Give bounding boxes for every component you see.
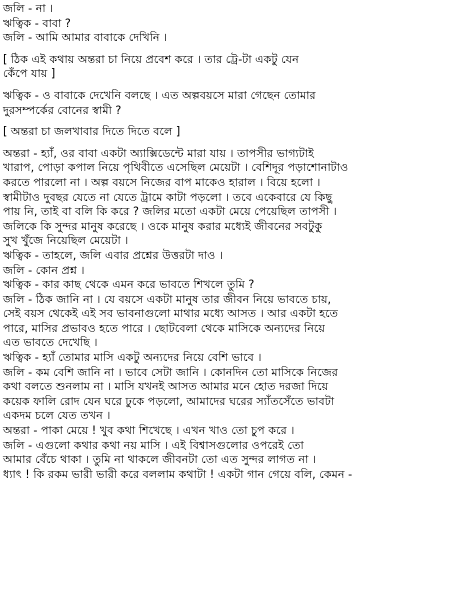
- dialogue-line: ঋত্বিক - হ্যাঁ তোমার মাসি একটু অন্যদের নিয়ে বেশি ভাবে ।: [3, 351, 262, 365]
- dialogue-line: জলি - এগুলো কথার কথা নয় মাসি । এই বিশ্বাসগুলোর ওপরেই তো: [3, 438, 304, 452]
- dialogue-line: পায় নি, তাই বা বলি কি করে ? জলির মতো একটা মেয়ে পেয়েছিল তাপসী ।: [3, 205, 337, 219]
- dialogue-line: পারে, মাসির প্রভাবও হতে পারে । ছোটবেলা থেকে মাসিকে অন্যদের নিয়ে: [3, 321, 325, 335]
- stage-direction-line: কেঁপে যায় ]: [3, 67, 56, 81]
- script-page: [3, 2, 455, 482]
- paragraph-gap: [3, 140, 455, 147]
- dialogue-line: কয়েক ফালি রোদ যেন ঘরে ঢুকে পড়লো, আমাদের ঘরের স্যাঁতসেঁতে ভাবটা: [3, 394, 335, 408]
- dialogue-line: সেই বয়স থেকেই এই সব ভাবনাগুলো মাথার মধ্যে আসত । আর একটা হতে: [3, 307, 339, 321]
- dialogue-line: ধ্যাৎ ! কি রকম ভারী ভারী করে বললাম কথাটা ! একটা গান গেয়ে বলি, কেমন -: [3, 467, 353, 481]
- dialogue-line: খারাপ, পোড়া কপাল নিয়ে পৃথিবীতে এসেছিল মেয়েটা । বেশিদূর পড়াশোনাটাও: [3, 161, 349, 175]
- dialogue-line: দুরসম্পর্কের বোনের স্বামী ?: [3, 103, 122, 117]
- dialogue-line: ঋত্বিক - ও বাবাকে দেখেনি বলছে । এত অল্পবয়সে মারা গেছেন তোমার: [3, 88, 316, 102]
- stage-direction-line: [ অন্তরা চা জলখাবার দিতে দিতে বলে ]: [3, 125, 181, 139]
- paragraph-gap: [3, 82, 455, 89]
- dialogue-line: জলি - কম বেশি জানি না । ভাবে সেটা জানি । কোনদিন তো মাসিকে নিজের: [3, 365, 338, 379]
- dialogue-line: জলি - না ।: [3, 2, 54, 15]
- dialogue-line: একদম চলে যেত তখন ।: [3, 409, 111, 423]
- dialogue-line: স্বামীটাও দুবছর যেতে না যেতে ট্রামে কাটা পড়লো । তবে একেবারে যে কিছু: [3, 190, 333, 204]
- dialogue-line: আমার বেঁচে থাকা । তুমি না থাকলে জীবনটা তো এত সুন্দর লাগত না ।: [3, 453, 316, 467]
- dialogue-line: জলি - ঠিক জানি না । যে বয়সে একটা মানুষ তার জীবন নিয়ে ভাবতে চায়,: [3, 292, 332, 306]
- dialogue-line: জলি - কোন প্রশ্ন ।: [3, 263, 85, 277]
- dialogue-line: জলিকে কি সুন্দর মানুষ করেছে । ওকে মানুষ করার মধ্যেই জীবনের সবটুকু: [3, 219, 323, 233]
- dialogue-line: অন্তরা - হ্যাঁ, ওর বাবা একটা অ্যাক্সিডেন্টে মারা যায় । তাপসীর ভাগ্যটাই: [3, 146, 314, 160]
- dialogue-line: ঋত্বিক - কার কাছ থেকে এমন করে ভাবতে শিখলে তুমি ?: [3, 278, 255, 292]
- dialogue-line: ঋত্বিক - বাবা ?: [3, 16, 71, 30]
- paragraph-gap: [3, 46, 455, 53]
- dialogue-line: করতে পারলো না । অল্প বয়সে নিজের বাপ মাকেও হারাল । বিয়ে হলো ।: [3, 175, 321, 189]
- dialogue-line: কথা বলতে শুনলাম না । মাসি যখনই আসত আমার মনে হোত দরজা দিয়ে: [3, 380, 329, 394]
- dialogue-line: ঋত্বিক - তাহলে, জলি এবার প্রশ্নের উত্তরটা দাও ।: [3, 248, 223, 262]
- dialogue-line: এত ভাবতে দেখেছি ।: [3, 336, 98, 350]
- paragraph-gap: [3, 118, 455, 125]
- dialogue-line: সুখ খুঁজে নিয়েছিল মেয়েটা ।: [3, 234, 129, 248]
- stage-direction-line: [ ঠিক এই কথায় অন্তরা চা নিয়ে প্রবেশ করে । তার ট্রে-টা একটু যেন: [3, 52, 299, 66]
- dialogue-line: জলি - আমি আমার বাবাকে দেখিনি ।: [3, 31, 168, 45]
- dialogue-line: অন্তরা - পাকা মেয়ে ! খুব কথা শিখেছে । এখন খাও তো চুপ করে ।: [3, 424, 295, 438]
